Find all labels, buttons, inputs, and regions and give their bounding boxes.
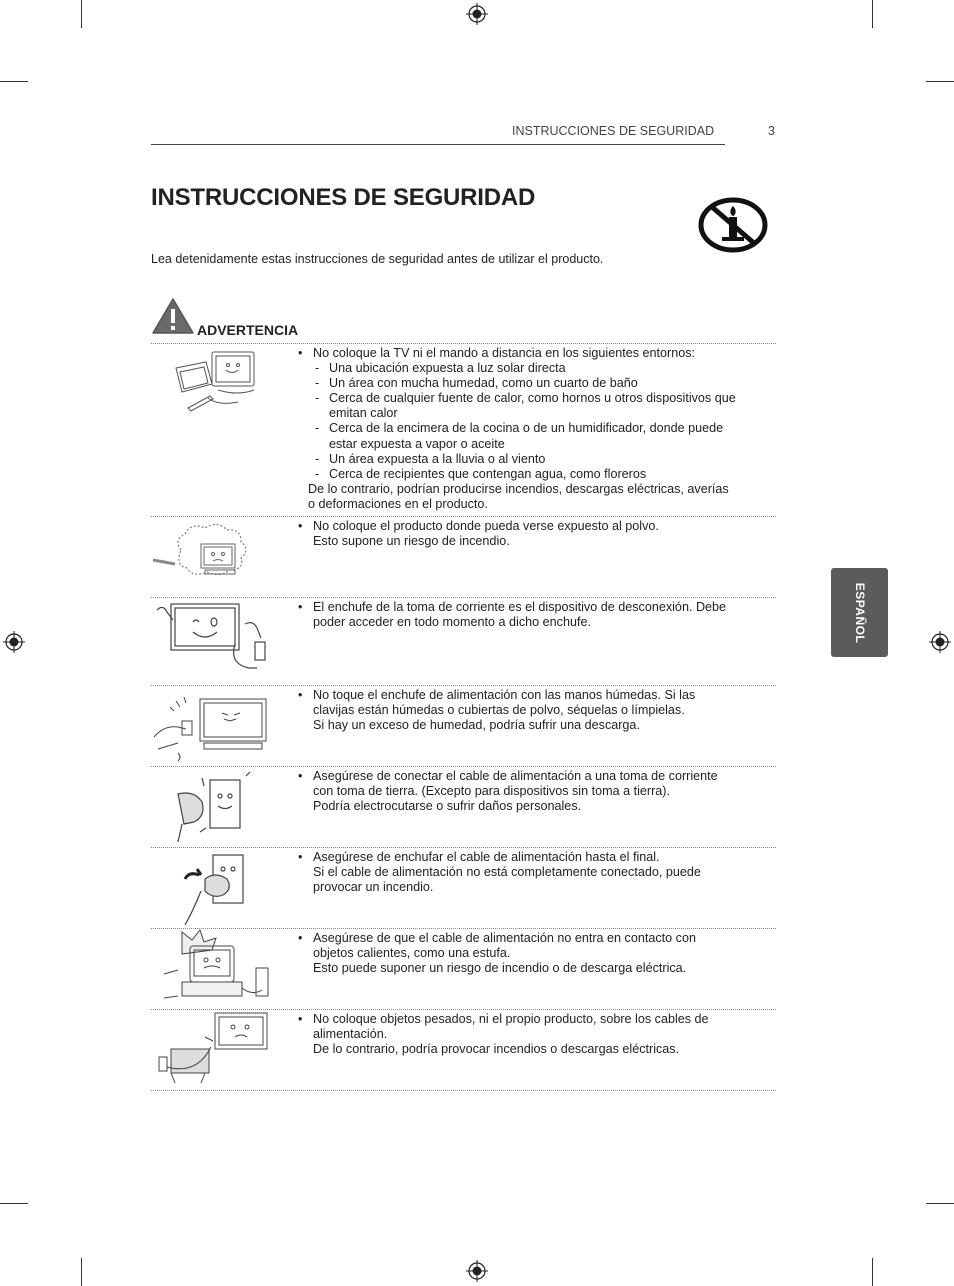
item-bullet-text: • No toque el enchufe de alimentación con las manos húmedas. Si las [298, 688, 768, 703]
item-continuation-text: objetos calientes, como una estufa. [313, 946, 511, 961]
no-candle-icon [698, 197, 768, 253]
item-continuation-text: alimentación. [313, 1027, 388, 1042]
warning-item [298, 931, 768, 976]
row-divider [151, 685, 776, 686]
row-divider [151, 766, 776, 767]
running-header: INSTRUCCIONES DE SEGURIDAD [512, 124, 715, 138]
tv-plug-access-illustration [153, 602, 271, 674]
crop-mark [926, 1203, 954, 1204]
page-number: 3 [768, 124, 775, 138]
item-bullet-text: • Asegúrese de conectar el cable de alimentación a una toma de corriente [298, 769, 768, 784]
warning-label: ADVERTENCIA [197, 322, 299, 338]
item-continuation-text: Esto supone un riesgo de incendio. [313, 534, 510, 549]
item-continuation-text: Si el cable de alimentación no está completamente conectado, puede [313, 865, 701, 880]
tv-remote-environment-illustration [168, 348, 264, 418]
warning-item [298, 346, 768, 512]
item-sub-text: - Un área con mucha humedad, como un cuarto de baño [298, 376, 768, 391]
item-continuation-text: De lo contrario, podría provocar incendios o descargas eléctricas. [313, 1042, 680, 1057]
header-rule [151, 144, 725, 145]
item-bullet-text: • Asegúrese de que el cable de alimentación no entra en contacto con [298, 931, 768, 946]
crop-mark [0, 1203, 28, 1204]
item-sub-text: - Una ubicación expuesta a luz solar directa [298, 361, 768, 376]
item-tail-text: o deformaciones en el producto. [308, 496, 488, 511]
hot-objects-cable-illustration [160, 928, 272, 1008]
registration-mark-icon [466, 1260, 488, 1282]
item-sub-text: - Cerca de recipientes que contengan agua, como floreros [298, 467, 768, 482]
warning-item [298, 600, 768, 630]
registration-mark-icon [929, 631, 951, 653]
item-bullet-text: • No coloque el producto donde pueda verse expuesto al polvo. [298, 519, 768, 534]
item-bullet-text: • El enchufe de la toma de corriente es el dispositivo de desconexión. Debe [298, 600, 768, 615]
intro-text: Lea detenidamente estas instrucciones de seguridad antes de utilizar el producto. [151, 252, 604, 266]
dusty-tv-illustration [151, 522, 263, 586]
registration-mark-icon [466, 3, 488, 25]
crop-mark [872, 0, 873, 28]
page-title: INSTRUCCIONES DE SEGURIDAD [151, 184, 536, 211]
item-tail-text: De lo contrario, podrían producirse incendios, descargas eléctricas, averías [308, 481, 729, 496]
language-tab [831, 568, 888, 657]
item-sub-continuation: estar expuesta a vapor o aceite [329, 436, 505, 451]
item-continuation-text: Podría electrocutarse o sufrir daños personales. [313, 799, 582, 814]
warning-triangle-icon [151, 297, 195, 335]
row-divider [151, 847, 776, 848]
warning-item [298, 769, 768, 814]
crop-mark [81, 0, 82, 28]
item-continuation-text: con toma de tierra. (Excepto para dispositivos sin toma a tierra). [313, 784, 670, 799]
row-divider [151, 516, 776, 517]
heavy-objects-cable-illustration [157, 1011, 275, 1089]
row-divider [151, 597, 776, 598]
item-bullet-text: • Asegúrese de enchufar el cable de alimentación hasta el final. [298, 850, 768, 865]
item-bullet-text: • No coloque objetos pesados, ni el propio producto, sobre los cables de [298, 1012, 768, 1027]
crop-mark [872, 1258, 873, 1286]
item-bullet-text: • No coloque la TV ni el mando a distancia en los siguientes entornos: [298, 346, 768, 361]
registration-mark-icon [3, 631, 25, 653]
grounded-outlet-illustration [168, 770, 258, 844]
warning-item [298, 688, 768, 733]
wet-hands-plug-illustration [152, 689, 278, 763]
item-continuation-text: provocar un incendio. [313, 880, 434, 895]
item-continuation-text: clavijas están húmedas o cubiertas de polvo, séquelas o límpielas. [313, 703, 685, 718]
row-divider [151, 343, 776, 344]
item-continuation-text: poder acceder en todo momento a dicho enchufe. [313, 615, 591, 630]
row-divider [151, 1009, 776, 1010]
item-sub-text: - Cerca de cualquier fuente de calor, como hornos u otros dispositivos que [298, 391, 768, 406]
plug-fully-inserted-illustration [181, 851, 251, 927]
item-continuation-text: Si hay un exceso de humedad, podría sufrir una descarga. [313, 718, 640, 733]
item-continuation-text: Esto puede suponer un riesgo de incendio o de descarga eléctrica. [313, 961, 687, 976]
crop-mark [81, 1258, 82, 1286]
crop-mark [926, 81, 954, 82]
warning-item [298, 850, 768, 895]
warning-item [298, 1012, 768, 1057]
item-sub-text: - Cerca de la encimera de la cocina o de un humidificador, donde puede [298, 421, 768, 436]
crop-mark [0, 81, 28, 82]
item-sub-continuation: emitan calor [329, 406, 398, 421]
item-sub-text: - Un área expuesta a la lluvia o al viento [298, 452, 768, 467]
row-divider [151, 1090, 776, 1091]
warning-item [298, 519, 768, 549]
language-tab-label: ESPAÑOL [852, 582, 867, 643]
